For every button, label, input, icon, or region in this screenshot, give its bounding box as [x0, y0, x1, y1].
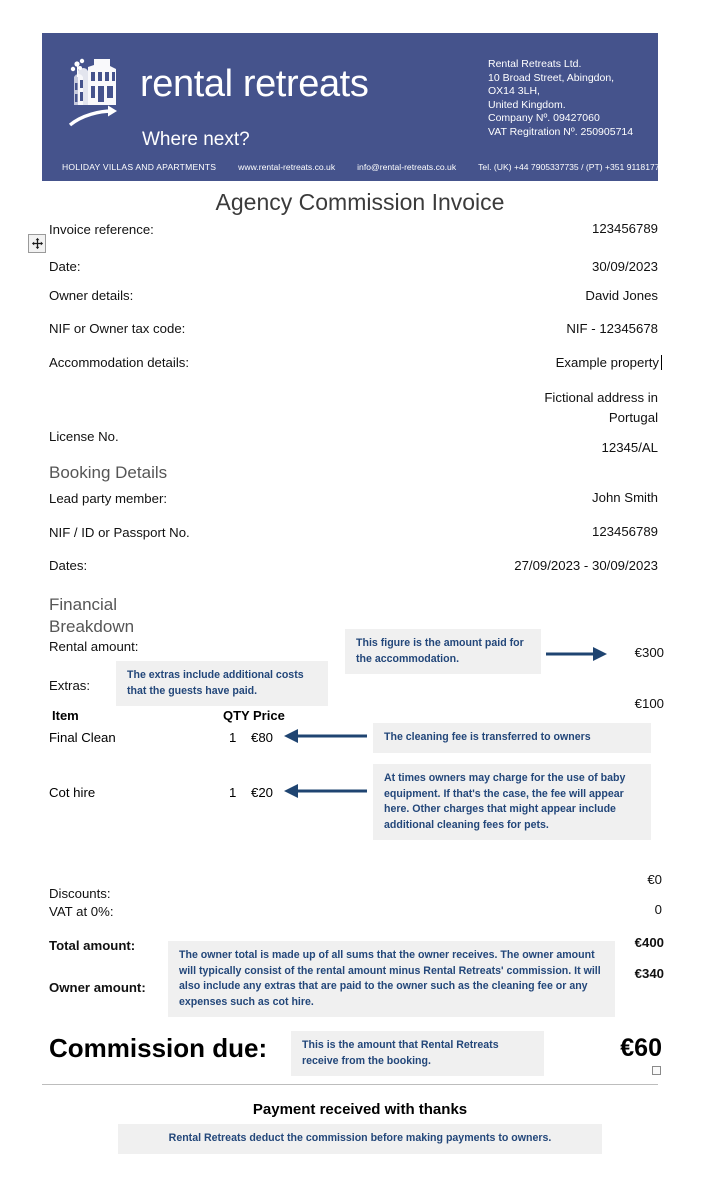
table-row: 1 — [229, 730, 237, 745]
company-line: United Kingdom. — [488, 98, 566, 111]
owner-details-label: Owner details: — [49, 288, 134, 303]
license-value: 12345/AL — [601, 440, 658, 455]
brand-name: rental retreats — [140, 63, 369, 105]
strip-email[interactable]: info@rental-retreats.co.uk — [357, 162, 457, 172]
resize-square-handle-icon[interactable] — [652, 1066, 661, 1075]
company-line: Rental Retreats Ltd. — [488, 58, 582, 70]
booking-dates-label: Dates: — [49, 558, 88, 573]
strip-website[interactable]: www.rental-retreats.co.uk — [238, 162, 336, 172]
nif-owner-tax-label: NIF or Owner tax code: — [49, 321, 186, 336]
accommodation-address-line-1: Fictional address in — [544, 390, 658, 405]
company-line: Company Nº. 09427060 — [488, 112, 600, 125]
extras-value: €100 — [634, 696, 664, 711]
annotation-rental-amount: This figure is the amount paid for the accommodation. — [345, 629, 541, 674]
discounts-label: Discounts: — [49, 886, 111, 901]
license-label: License No. — [49, 429, 119, 444]
accommodation-label: Accommodation details: — [49, 355, 190, 370]
brand-header — [42, 33, 670, 181]
brand-tagline: Where next? — [142, 129, 250, 150]
lead-party-label: Lead party member: — [49, 491, 168, 506]
total-amount-label: Total amount: — [49, 938, 136, 953]
accommodation-address-line-2: Portugal — [608, 410, 658, 425]
vat-value: 0 — [654, 902, 662, 917]
page-title: Agency Commission Invoice — [215, 189, 505, 215]
arrow-rental-amount-icon — [546, 645, 608, 663]
table-row: €80 — [251, 730, 274, 745]
table-row: 1 — [229, 785, 237, 800]
payment-received-note: Payment received with thanks — [252, 1101, 468, 1118]
text-cursor — [661, 355, 662, 370]
strip-phone: Tel. (UK) +44 7905337735 / (PT) +351 911817748 — [478, 162, 670, 172]
financial-heading-line-2: Breakdown — [49, 617, 135, 636]
financial-heading-line-1: Financial — [49, 595, 118, 614]
date-label: Date: — [49, 259, 81, 274]
commission-due-label: Commission due: — [49, 1033, 268, 1063]
company-line: OX14 3LH, — [488, 85, 540, 98]
company-address-block — [488, 58, 633, 140]
accommodation-value: Example property — [555, 355, 659, 370]
footer-divider — [42, 1084, 658, 1085]
header-contact-strip — [42, 153, 670, 181]
villa-building-logo-icon — [64, 55, 120, 133]
date-value: 30/09/2023 — [591, 259, 658, 274]
company-line: VAT Regitration Nº. 250905714 — [488, 125, 634, 138]
arrow-final-clean-icon — [283, 727, 367, 745]
annotation-deduct-note: Rental Retreats deduct the commission before making payments to owners. — [118, 1124, 602, 1154]
owner-details-value: David Jones — [585, 288, 658, 303]
strip-caption: HOLIDAY VILLAS AND APARTMENTS — [62, 162, 217, 172]
table-header-item: Item — [52, 708, 79, 723]
rental-amount-label: Rental amount: — [49, 639, 139, 654]
passport-value: 123456789 — [591, 524, 658, 539]
financial-breakdown-heading — [49, 594, 169, 638]
booking-details-heading: Booking Details — [49, 463, 168, 482]
rental-amount-value: €300 — [634, 645, 664, 660]
table-row: €20 — [251, 785, 274, 800]
owner-amount-label: Owner amount: — [49, 980, 146, 995]
passport-label: NIF / ID or Passport No. — [49, 525, 190, 540]
table-header-qty: QTY — [223, 708, 250, 723]
move-four-arrows-icon[interactable] — [28, 234, 46, 253]
accommodation-value-wrap — [556, 355, 662, 370]
company-line: 10 Broad Street, Abingdon, — [488, 71, 615, 84]
invoice-reference-value: 123456789 — [591, 221, 658, 236]
owner-amount-value: €340 — [634, 966, 664, 981]
table-row: Final Clean — [49, 730, 116, 745]
annotation-commission: This is the amount that Rental Retreats receive from the booking. — [291, 1031, 544, 1076]
nif-owner-tax-value: NIF - 12345678 — [566, 321, 658, 336]
invoice-reference-label: Invoice reference: — [49, 222, 154, 237]
arrow-cot-hire-icon — [283, 782, 367, 800]
extras-label: Extras: — [49, 678, 91, 693]
vat-label: VAT at 0%: — [49, 904, 114, 919]
table-row: Cot hire — [49, 785, 96, 800]
annotation-extras: The extras include additional costs that the guests have paid. — [116, 661, 328, 706]
lead-party-value: John Smith — [592, 490, 658, 505]
annotation-cot-hire: At times owners may charge for the use of baby equipment. If that's the case, the fee will appear here. Other charges that might appear include additional cleaning fees for pets. — [373, 764, 651, 840]
discounts-value: €0 — [647, 872, 662, 887]
commission-due-value: €60 — [620, 1034, 662, 1062]
table-header-price: Price — [253, 708, 285, 723]
booking-dates-value: 27/09/2023 - 30/09/2023 — [514, 558, 658, 573]
annotation-owner-amount: The owner total is made up of all sums that the owner receives. The owner amount will typically consist of the rental amount minus Rental Retreats' commission. It will also include any extras that are paid to the owner such as the cleaning fee or any expenses such as cot hire. — [168, 941, 615, 1017]
annotation-final-clean: The cleaning fee is transferred to owners — [373, 723, 651, 753]
total-amount-value: €400 — [634, 935, 664, 950]
